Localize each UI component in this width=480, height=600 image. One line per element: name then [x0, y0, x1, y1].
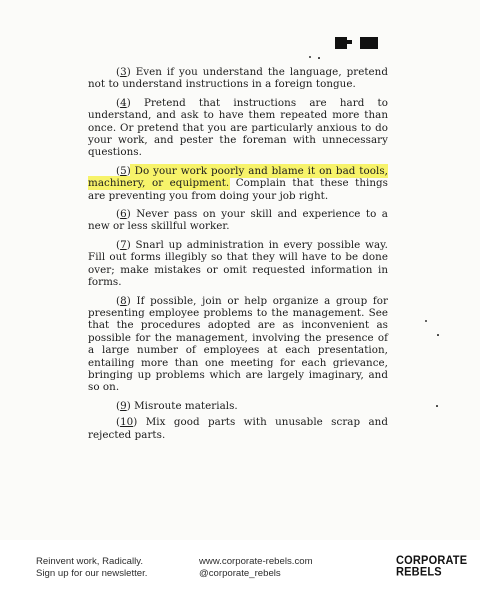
item-number: 5	[120, 164, 127, 177]
redaction-block	[335, 37, 347, 49]
scan-speck	[436, 405, 438, 407]
footer	[0, 548, 480, 600]
scan-speck	[437, 334, 439, 336]
highlighted-text: Do your work poorly and blame it on bad tools, machinery, or equipment.	[88, 164, 388, 190]
document-text	[88, 66, 388, 447]
footer-contact	[199, 556, 313, 579]
item-text: Misroute materials.	[130, 399, 238, 412]
scan-speck	[309, 56, 311, 58]
item-number: 8	[120, 294, 127, 307]
item-text: If possible, join or help organize a group for presenting employee problems to the management. See that the procedures adopted are as inconvenient as possible for the management, involving the presence of a large number of employees at each presentation, entailing more than one meeting for each grievance, bringing up problems which are largely imaginary, and so on.	[88, 294, 388, 394]
newsletter-text[interactable]: Sign up for our newsletter.	[36, 567, 148, 579]
item-number: 4	[120, 96, 127, 109]
item-text: Pretend that instructions are hard to understand, and ask to have them repeated more than once. Or pretend that you are particularly anxious to do your work, and pester the foreman with unnecessary questions.	[88, 96, 388, 159]
tagline-text: Reinvent work, Radically.	[36, 556, 143, 567]
list-item: (3) Even if you understand the language, pretend not to understand instructions in a foreign tongue.	[88, 66, 388, 91]
item-text: Never pass on your skill and experience to a new or less skillful worker.	[88, 208, 388, 233]
list-item: (5) Do your work poorly and blame it on bad tools, machinery, or equipment. Complain that these things are preventing you from doing your job right.	[88, 164, 389, 202]
redaction-block	[347, 40, 352, 44]
logo-line: REBELS	[396, 565, 442, 579]
logo-line: CORPORATE	[396, 554, 468, 567]
item-text: Snarl up administration in every possible way. Fill out forms illegibly so that they will have to be done over; make mistakes or omit requested information in forms.	[88, 238, 388, 289]
list-item: (4) Pretend that instructions are hard to understand, and ask to have them repeated more than once. Or pretend that you are particularly anxious to do your work, and pester the foreman with unnecessary questions.	[88, 96, 388, 159]
scan-speck	[318, 57, 320, 59]
item-number: 10	[120, 416, 134, 429]
footer-tagline	[36, 556, 147, 579]
website-link[interactable]: www.corporate-rebels.com	[199, 556, 313, 567]
item-number: 9	[120, 399, 127, 412]
list-item: (6) Never pass on your skill and experience to a new or less skillful worker.	[88, 208, 388, 233]
item-text: Complain that these things are preventing you from doing your job right.	[88, 177, 389, 202]
item-number: 7	[120, 238, 127, 251]
redaction-block	[360, 37, 378, 49]
corporate-rebels-logo	[396, 555, 467, 578]
list-item: (8) If possible, join or help organize a group for presenting employee problems to the management. See that the procedures adopted are as inconvenient as possible for the management, involving the presence of a large number of employees at each presentation, entailing more than one meeting for each grievance, bringing up problems which are largely imaginary, and so on.	[88, 294, 388, 394]
scan-speck	[425, 320, 427, 322]
item-text: Even if you understand the language, pretend not to understand instructions in a foreign tongue.	[88, 66, 388, 91]
item-text: Mix good parts with unusable scrap and rejected parts.	[88, 416, 388, 441]
social-handle[interactable]: @corporate_rebels	[199, 567, 281, 579]
item-number: 3	[120, 66, 127, 78]
list-item: (10) Mix good parts with unusable scrap and rejected parts.	[88, 416, 388, 441]
list-item: (9) Misroute materials.	[116, 399, 238, 412]
item-number: 6	[120, 208, 127, 221]
list-item: (7) Snarl up administration in every possible way. Fill out forms illegibly so that they will have to be done over; make mistakes or omit requested information in forms.	[88, 238, 388, 289]
